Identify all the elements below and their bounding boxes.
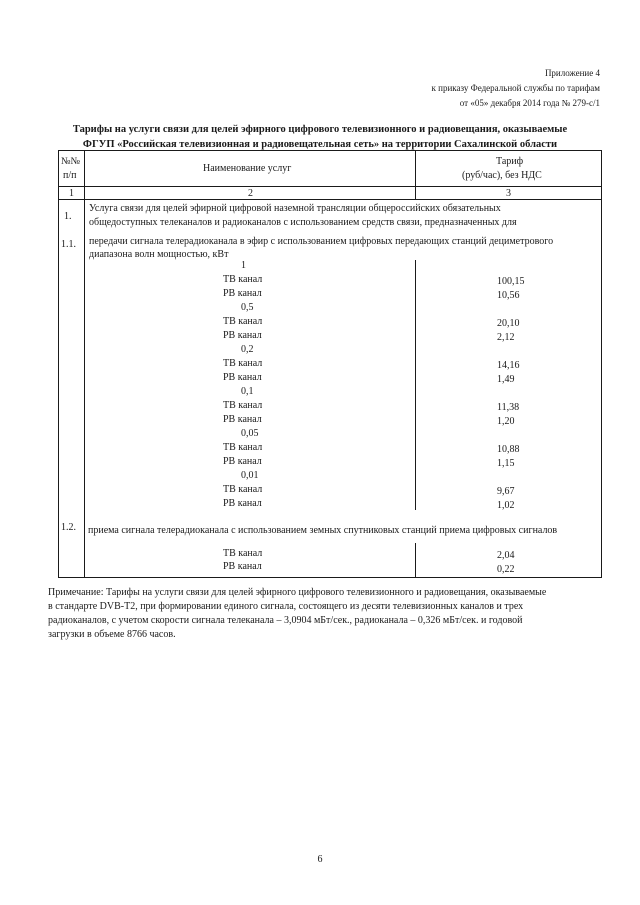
- note-line-2: в стандарте DVB-T2, при формировании единого сигнала, состоящего из десяти телевизионных каналов и трех: [48, 601, 524, 612]
- header-service-name: Наименование услуг: [203, 163, 292, 174]
- rv-channel-tariff: 2,12: [497, 332, 515, 343]
- power-value: 0,05: [241, 428, 259, 439]
- table-col-divider-2-lower: [415, 260, 416, 510]
- section-1-1-text-line-2: диапазона волн мощностью, кВт: [89, 249, 229, 260]
- table-border-numbers-bottom: [58, 199, 602, 200]
- tv-channel-tariff: 11,38: [497, 402, 520, 413]
- note-line-3: радиоканалов, с учетом скорости сигнала телеканала – 3,0904 мБт/сек., радиоканала – 0,326 мБт/сек. и годовой: [48, 615, 523, 626]
- tariff-note: [48, 586, 600, 642]
- rv-channel-label: РВ канал: [223, 414, 262, 425]
- appendix-line-1: Приложение 4: [544, 68, 600, 78]
- appendix-line-2: к приказу Федеральной службы по тарифам: [431, 83, 600, 93]
- tv-channel-label: ТВ канал: [223, 316, 263, 327]
- section-1-1-number: 1.1.: [61, 239, 76, 250]
- section-1-2-number: 1.2.: [61, 522, 76, 533]
- header-num-2: п/п: [63, 170, 77, 181]
- rv-channel-tariff: 1,49: [497, 374, 515, 385]
- table-border-bottom: [58, 577, 602, 578]
- rv-channel-label: РВ канал: [223, 456, 262, 467]
- title-line-2: ФГУП «Российская телевизионная и радиовещательная сеть» на территории Сахалинской области: [82, 139, 558, 150]
- tariff-table: [58, 150, 602, 578]
- header-tariff-unit: (руб/час), без НДС: [462, 170, 542, 181]
- col-number-3: 3: [506, 188, 511, 199]
- section-1-2-rv-label: РВ канал: [223, 561, 262, 572]
- document-title: [40, 122, 600, 152]
- tv-channel-label: ТВ канал: [223, 484, 263, 495]
- tv-channel-label: ТВ канал: [223, 400, 263, 411]
- tv-channel-tariff: 10,88: [497, 444, 520, 455]
- rv-channel-tariff: 1,20: [497, 416, 515, 427]
- tv-channel-tariff: 20,10: [497, 318, 520, 329]
- tv-channel-tariff: 9,67: [497, 486, 515, 497]
- section-1-2-tv-label: ТВ канал: [223, 548, 263, 559]
- section-1-1-text-line-1: передачи сигнала телерадиоканала в эфир с использованием цифровых передающих станций дециметрового: [89, 236, 554, 247]
- appendix-header: [432, 66, 601, 111]
- table-border-right: [601, 150, 602, 578]
- note-line-4: загрузки в объеме 8766 часов.: [48, 629, 176, 640]
- rv-channel-label: РВ канал: [223, 372, 262, 383]
- table-border-header-bottom: [58, 186, 602, 187]
- tv-channel-label: ТВ канал: [223, 358, 263, 369]
- section-1-number: 1.: [64, 211, 72, 222]
- section-1-2-rv-value: 0,22: [497, 564, 515, 575]
- rv-channel-tariff: 10,56: [497, 290, 520, 301]
- col-number-1: 1: [69, 188, 74, 199]
- power-value: 0,2: [241, 344, 254, 355]
- power-value: 0,5: [241, 302, 254, 313]
- appendix-line-3: от «05» декабря 2014 года № 279-с/1: [459, 98, 600, 108]
- table-border-left: [58, 150, 59, 578]
- page-number: 6: [317, 854, 323, 865]
- rv-channel-label: РВ канал: [223, 288, 262, 299]
- tv-channel-label: ТВ канал: [223, 274, 263, 285]
- section-1-2-tv-value: 2,04: [497, 550, 515, 561]
- power-value: 0,1: [241, 386, 254, 397]
- section-1-2-text: приема сигнала телерадиоканала с использованием земных спутниковых станций приема цифровых сигналов: [88, 525, 558, 536]
- table-col-divider-2-bottom: [415, 543, 416, 578]
- section-1-text-line-1: Услуга связи для целей эфирной цифровой наземной трансляции общероссийских обязательных: [89, 203, 501, 214]
- table-border-top: [58, 150, 602, 151]
- header-tariff: Тариф: [496, 156, 524, 167]
- rv-channel-tariff: 1,15: [497, 458, 515, 469]
- section-1-text-line-2: общедоступных телеканалов и радиоканалов с использованием средств связи, предназначенных для: [89, 217, 517, 228]
- table-col-divider-1: [84, 150, 85, 578]
- col-number-2: 2: [248, 188, 253, 199]
- table-col-divider-2: [415, 150, 416, 200]
- header-num: №№: [61, 156, 81, 167]
- note-line-1: Примечание: Тарифы на услуги связи для целей эфирного цифрового телевизионного и радиовещания, оказываемые: [48, 587, 547, 598]
- power-value: 0,01: [241, 470, 259, 481]
- title-line-1: Тарифы на услуги связи для целей эфирного цифрового телевизионного и радиовещания, оказываемые: [72, 124, 568, 135]
- rv-channel-tariff: 1,02: [497, 500, 515, 511]
- rv-channel-label: РВ канал: [223, 330, 262, 341]
- tv-channel-label: ТВ канал: [223, 442, 263, 453]
- tv-channel-tariff: 14,16: [497, 360, 520, 371]
- tv-channel-tariff: 100,15: [497, 276, 525, 287]
- power-value: 1: [241, 260, 246, 271]
- rv-channel-label: РВ канал: [223, 498, 262, 509]
